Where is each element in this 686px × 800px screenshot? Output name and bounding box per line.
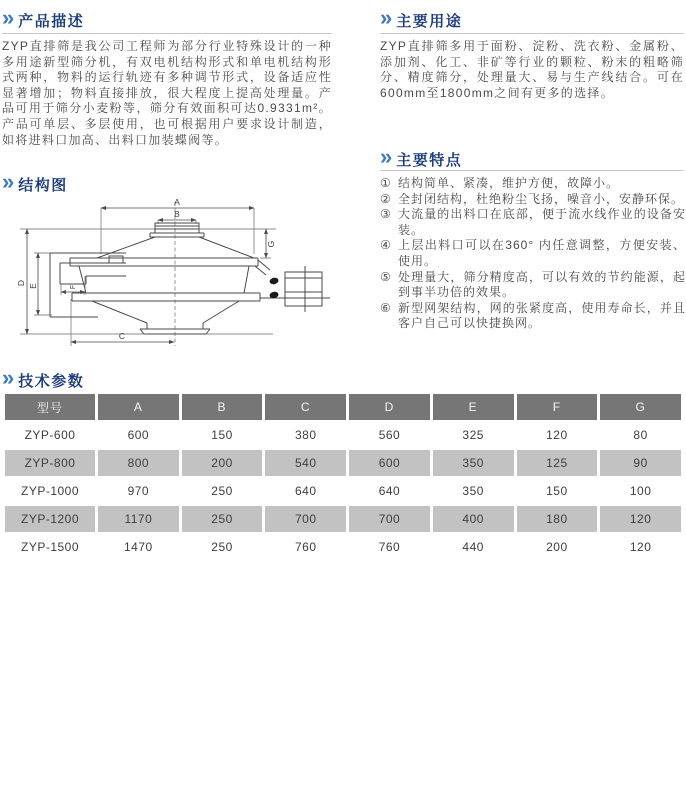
table-cell: 350 (462, 484, 484, 498)
table-cell: 600 (127, 428, 150, 442)
cell-model: ZYP-1200 (5, 506, 95, 532)
col-header-f: F (517, 394, 598, 420)
feature-item (380, 176, 686, 192)
dim-label-e: E (28, 283, 38, 289)
feature-item (380, 192, 686, 208)
table-cell: 560 (378, 428, 401, 442)
table-cell: 640 (294, 484, 317, 498)
col-header-d: D (349, 394, 430, 420)
feature-number: ⑥ (380, 300, 392, 315)
feature-list (380, 176, 686, 332)
feature-item (380, 207, 686, 238)
table-row (5, 478, 681, 504)
feature-item (380, 238, 686, 269)
col-header-c: C (265, 394, 346, 420)
feature-number: ④ (380, 238, 392, 253)
col-header-e: E (433, 394, 514, 420)
cell-model: ZYP-800 (5, 450, 95, 476)
table-cell: 100 (629, 484, 652, 498)
feature-number: ⑤ (380, 269, 392, 284)
main-uses-text: ZYP直排筛多用于面粉、淀粉、洗衣粉、金属粉、添加剂、化工、非矿等行业的颗粒、粉末的粗略筛分、精度筛分，处理量大、易与生产线结合。可在600mm至1800mm之间有更多的选择。 (380, 39, 684, 100)
table-cell: 400 (433, 506, 514, 532)
table-cell: 800 (98, 450, 179, 476)
feature-text: 新型网架结构，网的张紧度高，使用寿命长，并且客户自己可以快捷换网。 (398, 300, 686, 331)
feature-number: ③ (380, 207, 392, 222)
table-row (5, 422, 681, 448)
table-cell: 440 (462, 540, 484, 554)
dim-label-b: B (174, 209, 180, 219)
structure-diagram (8, 196, 338, 368)
table-cell: 200 (546, 540, 568, 554)
table-cell: 640 (378, 484, 401, 498)
section-header-main-features (380, 144, 463, 171)
cell-model: ZYP-1000 (20, 484, 80, 498)
col-header-a: A (98, 394, 179, 420)
table-cell: 760 (294, 540, 317, 554)
section-marker-icon: » (380, 144, 391, 169)
table-cell: 180 (517, 506, 598, 532)
section-marker-icon: » (2, 169, 13, 194)
feature-item (380, 270, 686, 301)
table-cell: 90 (600, 450, 681, 476)
table-cell: 700 (349, 506, 430, 532)
section-header-structure-diagram (2, 169, 68, 196)
section-title-tech-params: 技术参数 (18, 372, 85, 390)
table-row (5, 506, 681, 532)
table-cell: 350 (433, 450, 514, 476)
feature-number: ① (380, 176, 392, 190)
col-header-model: 型号 (5, 394, 95, 420)
table-cell: 250 (182, 506, 263, 532)
table-cell: 250 (211, 484, 233, 498)
table-cell: 150 (546, 484, 568, 498)
table-cell: 120 (600, 506, 681, 532)
table-cell: 540 (265, 450, 346, 476)
table-cell: 600 (349, 450, 430, 476)
feature-number: ② (380, 191, 392, 206)
section-marker-icon: » (2, 365, 13, 390)
cell-model: ZYP-600 (24, 428, 76, 442)
feature-text: 结构简单、紧凑，维护方便，故障小。 (398, 176, 620, 190)
dim-label-g: G (266, 240, 276, 248)
table-row (5, 450, 681, 476)
table-cell: 120 (546, 428, 568, 442)
section-header-main-uses (380, 5, 463, 32)
col-header-g: G (600, 394, 681, 420)
table-cell: 1170 (98, 506, 179, 532)
section-header-product-description (2, 5, 85, 32)
section-divider (380, 170, 684, 171)
table-cell: 125 (517, 450, 598, 476)
dim-label-a: A (174, 197, 180, 207)
feature-item (380, 301, 686, 332)
section-marker-icon: » (380, 5, 391, 30)
table-cell: 200 (182, 450, 263, 476)
section-title-structure-diagram: 结构图 (18, 176, 68, 194)
feature-text: 全封闭结构，杜绝粉尘飞扬，噪音小，安静环保。 (398, 191, 685, 206)
feature-text: 处理量大，筛分精度高，可以有效的节约能源，起到事半功倍的效果。 (398, 269, 686, 300)
dimension-labels (16, 197, 276, 341)
dim-label-c: C (118, 331, 126, 341)
dim-label-f: F (70, 284, 77, 290)
section-divider (380, 33, 684, 34)
feature-text: 大流量的出料口在底部，便于流水线作业的设备安装。 (398, 207, 686, 237)
table-cell: 250 (211, 540, 233, 554)
tech-params-table (2, 392, 684, 562)
table-cell: 1470 (124, 540, 153, 554)
product-description-text: ZYP直排筛是我公司工程师为部分行业特殊设计的一种多用途新型筛分机，有双电机结构形式和单电机结构形式两种，物料的运行轨迹有多种调节形式，设备适应性显著增加；物料直接排放，很大程度上提高处理量。产品可用于筛分小麦粉等，筛分有效面积可达0.9331m²。产品可单层、多层使用，也可根据用户要求设计制造，如将进料口加高、出料口加装蝶阀等。 (2, 39, 332, 147)
section-header-tech-params (2, 365, 85, 392)
table-cell: 80 (633, 428, 648, 442)
table-cell: 150 (211, 428, 233, 442)
table-cell: 760 (378, 540, 401, 554)
dim-label-d: D (16, 279, 26, 287)
section-divider (2, 33, 332, 34)
section-marker-icon: » (2, 5, 13, 30)
section-title-main-uses: 主要用途 (396, 12, 463, 30)
table-row (5, 534, 681, 560)
dimension-lines (27, 208, 266, 342)
table-cell: 380 (294, 428, 317, 442)
sieve-machine-outline (50, 223, 330, 334)
col-header-b: B (182, 394, 263, 420)
cell-model: ZYP-1500 (20, 540, 80, 554)
section-title-main-features: 主要特点 (396, 151, 463, 169)
table-cell: 970 (127, 484, 150, 498)
section-title-product-description: 产品描述 (18, 12, 85, 30)
table-header-row (5, 394, 681, 420)
table-cell: 120 (629, 540, 652, 554)
feature-text: 上层出料口可以在360° 内任意调整，方便安装、使用。 (398, 238, 686, 268)
table-cell: 700 (265, 506, 346, 532)
table-cell: 325 (462, 428, 484, 442)
